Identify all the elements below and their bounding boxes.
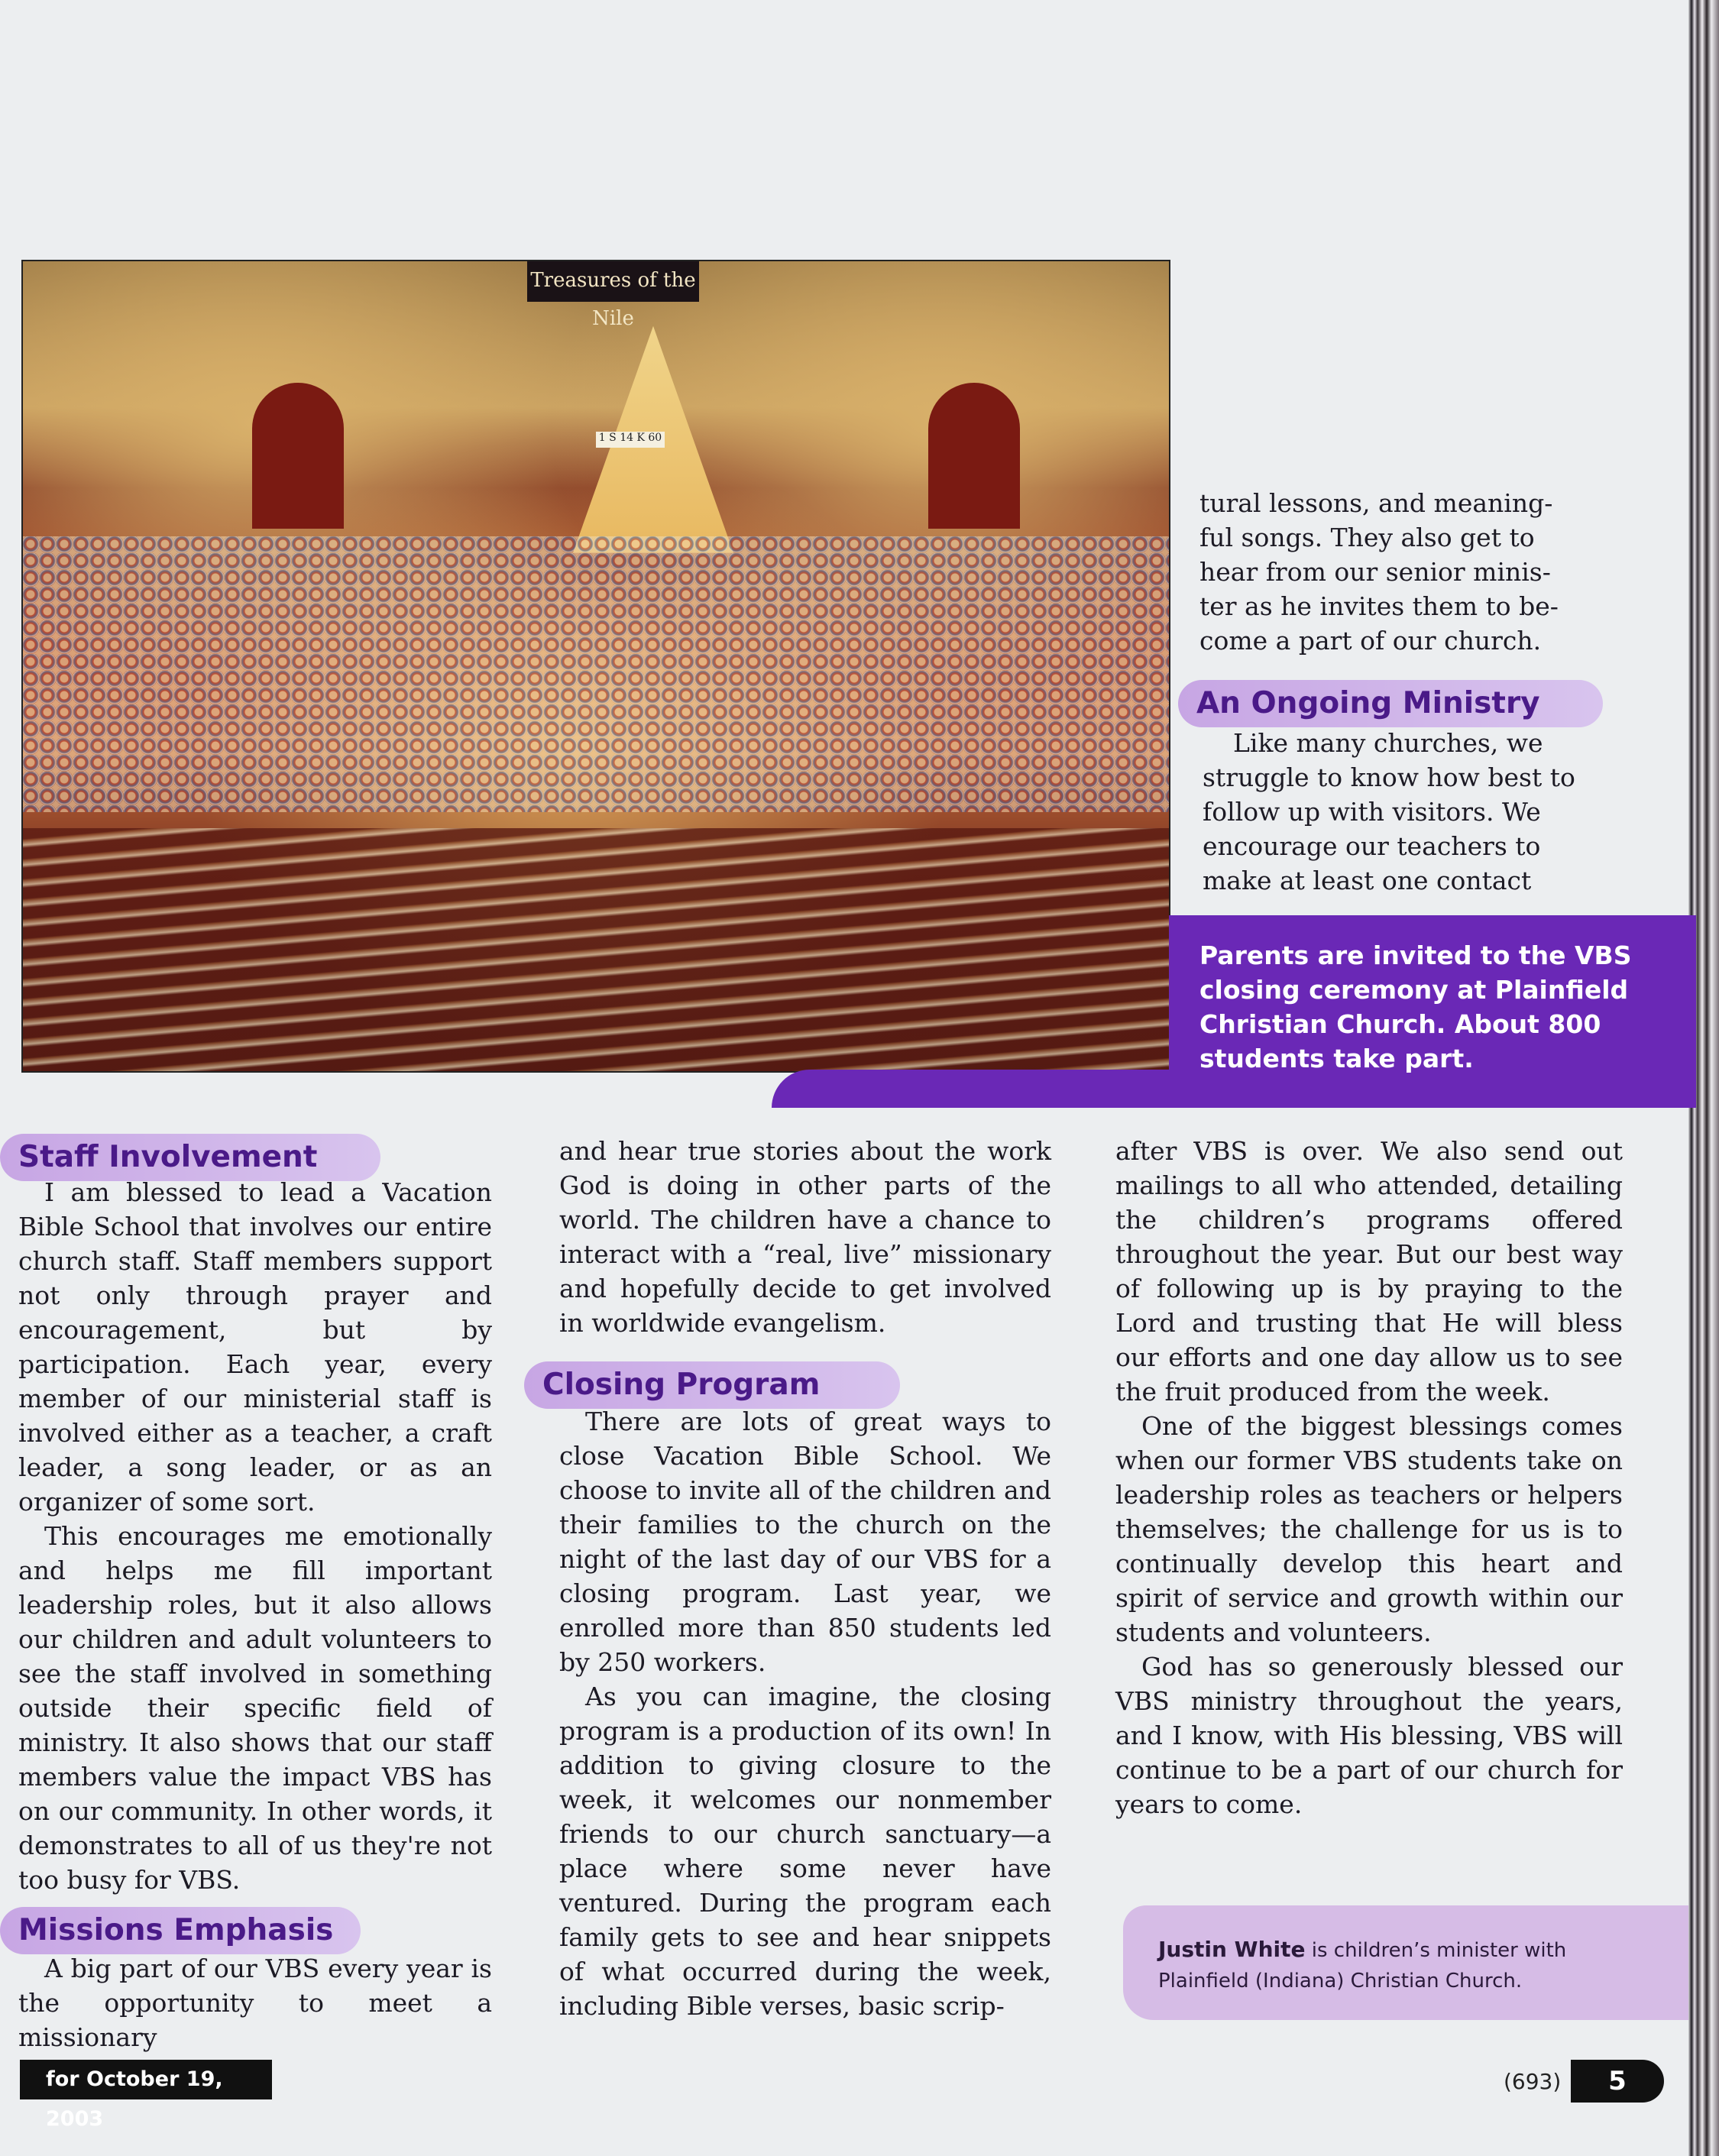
text-line: Like many churches, we [1233,728,1543,758]
page-number: 5 [1571,2060,1664,2103]
col3-top-text [1199,486,1604,658]
photo-banner: Treasures of the Nile [527,261,699,302]
heading-missions-emphasis: Missions Emphasis [0,1907,361,1954]
author-bio-line-2: Plainfield (Indiana) Christian Church. [1158,1970,1523,1993]
photo-pews [23,828,1169,1071]
author-name: Justin White [1158,1937,1306,1962]
paragraph: A big part of our VBS every year is the opportunity to meet a missionary [18,1954,492,2052]
heading-closing-program: Closing Program [524,1361,900,1409]
issue-date: for October 19, 2003 [20,2060,272,2099]
column-2-bottom [559,1404,1051,2023]
paragraph: This encourages me emotionally and helps me fill important leadership roles, but it also allows our children and adult volunteers to see the staff involved in something outside their specific field of ministry. It also shows that our staff members value the impact VBS has on our community. In other words, it demonstrates to all of us they're not too busy for VBS. [18,1521,492,1895]
text-line: hear from our senior minis- [1199,557,1551,587]
paragraph: and hear true stories about the work God is doing in other parts of the world. The children have a chance to interact with a “real, live” missionary and hopefully decide to get involved in worldwide evangelism. [559,1136,1051,1338]
text-line: tural lessons, and meaning- [1199,488,1553,518]
paragraph: I am blessed to lead a Vacation Bible School that involves our entire church staff. Staff members support not only through prayer and encouragement, but by participation. Each year, every member of our ministerial staff is involved either as a teacher, a craft leader, a song leader, or as an organizer of some sort. [18,1177,492,1517]
text-line: come a part of our church. [1199,626,1542,656]
text-line: ful songs. They also get to [1199,523,1535,552]
column-3 [1115,1134,1623,1821]
ongoing-ministry-top-text [1203,726,1604,898]
photo-sign: 1 S 14 K 60 [596,432,665,448]
author-bio-box [1123,1905,1688,2020]
text-line: struggle to know how best to [1203,762,1575,792]
heading-ongoing-ministry: An Ongoing Ministry [1178,680,1603,727]
photo-caption [1169,915,1696,1108]
caption-line: Parents are invited to the VBS [1199,940,1632,970]
page-reference: (693) [1504,2069,1562,2094]
column-1-bottom [18,1951,492,2054]
paragraph: One of the biggest blessings comes when our former VBS students take on leadership roles as teachers or helpers themselves; the challenge for us is to continually develop this heart and spirit of service and growth within our students and volunteers. [1115,1411,1623,1647]
caption-line: Christian Church. About 800 [1199,1009,1601,1039]
text-line: follow up with visitors. We [1203,797,1541,827]
paragraph: after VBS is over. We also send out mailings to all who attended, detailing the children’s programs offered throughout the year. But our best way of following up is by praying to the Lord and trusting that He will bless our efforts and one day allow us to see the fruit produced from the week. [1115,1136,1623,1407]
paragraph: There are lots of great ways to close Vacation Bible School. We choose to invite all of the children and their families to the church on the night of the last day of our VBS for a closing program. Last year, we enrolled more than 850 students led by 250 workers. [559,1407,1051,1677]
vbs-closing-ceremony-photo [21,260,1170,1073]
photo-arch-left [252,383,344,529]
paragraph: God has so generously blessed our VBS ministry throughout the years, and I know, with His blessing, VBS will continue to be a part of our church for years to come. [1115,1652,1623,1819]
paragraph: As you can imagine, the closing program is a production of its own! In addition to giving closure to the week, it welcomes our nonmember friends to our church sanctuary—a place where some never have ventured. During the program each family gets to see and hear snippets of what occurred during the week, including Bible verses, basic scrip- [559,1682,1051,2021]
photo-arch-right [928,383,1020,529]
column-2 [559,1134,1051,1340]
caption-line: closing ceremony at Plainfield [1199,975,1629,1005]
author-bio-line-1: is children’s minister with [1305,1939,1567,1962]
text-line: ter as he invites them to be- [1199,591,1559,621]
text-line: make at least one contact [1203,866,1532,895]
text-line: encourage our teachers to [1203,831,1541,861]
photo-crowd [23,536,1169,811]
column-1 [18,1175,492,1897]
caption-line: students take part. [1199,1044,1474,1073]
heading-staff-involvement: Staff Involvement [0,1134,380,1181]
